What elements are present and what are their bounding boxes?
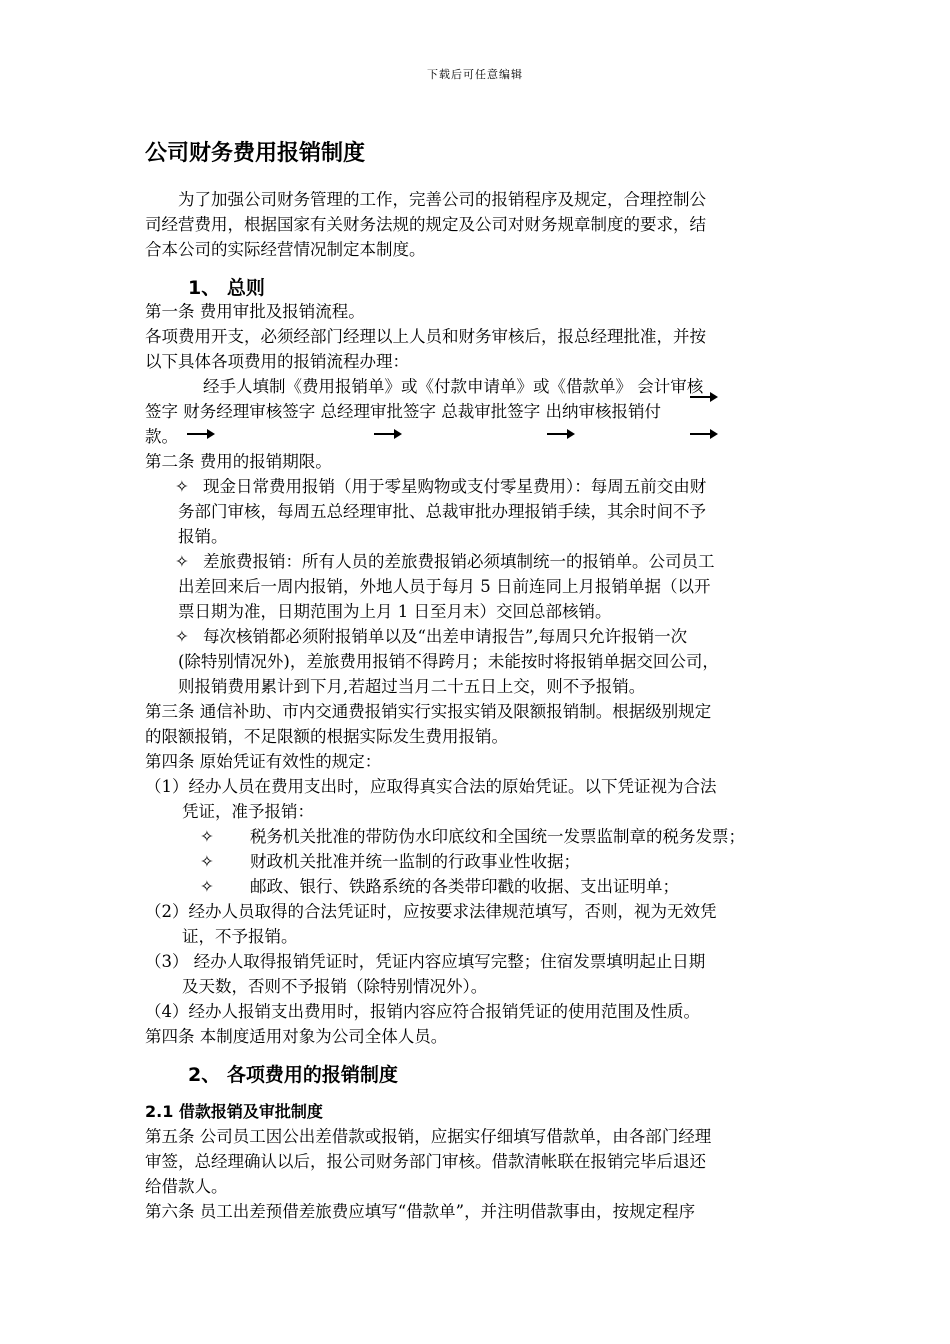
flow-arrow-icon bbox=[547, 427, 575, 441]
item-1-line-2: 凭证，准予报销： bbox=[182, 802, 314, 821]
diamond-bullet-icon: ✧ bbox=[200, 877, 214, 896]
item-1-line-1: （1）经办人员在费用支出时，应取得真实合法的原始凭证。以下凭证视为合法 bbox=[145, 777, 717, 796]
intro-line-2: 司经营费用，根据国家有关财务法规的规定及公司对财务规章制度的要求，结 bbox=[145, 215, 706, 234]
article-3-line-2: 的限额报销，不足限额的根据实际发生费用报销。 bbox=[145, 727, 508, 746]
article-5-line-2: 审签，总经理确认以后，报公司财务部门审核。借款清帐联在报销完毕后退还 bbox=[145, 1152, 706, 1171]
article-6-line-1: 第六条 员工出差预借差旅费应填写“借款单”，并注明借款事由，按规定程序 bbox=[145, 1202, 696, 1221]
flow-arrow-icon bbox=[690, 427, 718, 441]
item-3-line-1: （3） 经办人取得报销凭证时，凭证内容应填写完整；住宿发票填明起止日期 bbox=[145, 952, 706, 971]
flow-line-1: 经手人填制《费用报销单》或《付款申请单》或《借款单》 会计审核 bbox=[203, 377, 704, 396]
article-4b: 第四条 本制度适用对象为公司全体人员。 bbox=[145, 1027, 448, 1046]
flow-arrow-icon bbox=[187, 427, 215, 441]
flow-arrow-icon bbox=[690, 390, 718, 404]
flow-arrow-icon bbox=[374, 427, 402, 441]
item-1-sub-1: ✧ 税务机关批准的带防伪水印底纹和全国统一发票监制章的税务发票； bbox=[200, 824, 745, 849]
article-4-title: 第四条 原始凭证有效性的规定： bbox=[145, 752, 382, 771]
bullet-item-3-line-3: 则报销费用累计到下月,若超过当月二十五日上交，则不予报销。 bbox=[178, 677, 646, 696]
bullet-item-2-line-2: 出差回来后一周内报销，外地人员于每月 5 日前连同上月报销单据（以开 bbox=[178, 577, 711, 596]
item-1-sub-2: ✧ 财政机关批准并统一监制的行政事业性收据； bbox=[200, 849, 580, 874]
diamond-bullet-icon: ✧ bbox=[200, 827, 214, 846]
flow-line-2: 签字 财务经理审核签字 总经理审批签字 总裁审批签字 出纳审核报销付 bbox=[145, 402, 661, 421]
flow-line-3: 款。 bbox=[145, 427, 178, 446]
article-5-line-1: 第五条 公司员工因公出差借款或报销，应据实仔细填写借款单，由各部门经理 bbox=[145, 1127, 712, 1146]
article-1-title: 第一条 费用审批及报销流程。 bbox=[145, 302, 365, 321]
item-2-line-2: 证，不予报销。 bbox=[182, 927, 298, 946]
bullet-item-1-line-1: ✧ 现金日常费用报销（用于零星购物或支付零星费用）：每周五前交由财 bbox=[175, 474, 706, 499]
article-3-line-1: 第三条 通信补助、市内交通费报销实行实报实销及限额报销制。根据级别规定 bbox=[145, 702, 712, 721]
article-1-body-1: 各项费用开支，必须经部门经理以上人员和财务审核后，报总经理批准，并按 bbox=[145, 327, 706, 346]
intro-line-1: 为了加强公司财务管理的工作，完善公司的报销程序及规定，合理控制公 bbox=[178, 190, 706, 209]
subsection-2-1-heading: 2.1 借款报销及审批制度 bbox=[145, 1102, 323, 1121]
item-4-line: （4）经办人报销支出费用时，报销内容应符合报销凭证的使用范围及性质。 bbox=[145, 1002, 700, 1021]
section-1-heading: 1、 总则 bbox=[188, 277, 265, 299]
item-3-line-2: 及天数，否则不予报销（除特别情况外）。 bbox=[182, 977, 488, 996]
bullet-item-2-line-3: 票日期为准，日期范围为上月 1 日至月末）交回总部核销。 bbox=[178, 602, 612, 621]
item-1-sub-3: ✧ 邮政、银行、铁路系统的各类带印戳的收据、支出证明单； bbox=[200, 874, 679, 899]
intro-line-3: 合本公司的实际经营情况制定本制度。 bbox=[145, 240, 426, 259]
bullet-item-3-line-2: (除特别情况外)，差旅费用报销不得跨月；未能按时将报销单据交回公司， bbox=[178, 652, 719, 671]
section-2-heading: 2、 各项费用的报销制度 bbox=[188, 1064, 398, 1086]
bullet-item-3-line-1: ✧ 每次核销都必须附报销单以及“出差申请报告”,每周只允许报销一次 bbox=[175, 624, 687, 649]
bullet-item-1-line-2: 务部门审核，每周五总经理审批、总裁审批办理报销手续，其余时间不予 bbox=[178, 502, 706, 521]
item-2-line-1: （2）经办人员取得的合法凭证时，应按要求法律规范填写，否则，视为无效凭 bbox=[145, 902, 717, 921]
bullet-item-2-line-1: ✧ 差旅费报销：所有人员的差旅费报销必须填制统一的报销单。公司员工 bbox=[175, 549, 715, 574]
diamond-bullet-icon: ✧ bbox=[175, 627, 189, 646]
article-5-line-3: 给借款人。 bbox=[145, 1177, 228, 1196]
diamond-bullet-icon: ✧ bbox=[175, 552, 189, 571]
article-2-title: 第二条 费用的报销期限。 bbox=[145, 452, 332, 471]
diamond-bullet-icon: ✧ bbox=[175, 477, 189, 496]
article-1-body-2: 以下具体各项费用的报销流程办理： bbox=[145, 352, 409, 371]
page-header-note: 下载后可任意编辑 bbox=[427, 68, 523, 81]
document-title: 公司财务费用报销制度 bbox=[145, 141, 366, 166]
diamond-bullet-icon: ✧ bbox=[200, 852, 214, 871]
bullet-item-1-line-3: 报销。 bbox=[178, 527, 228, 546]
